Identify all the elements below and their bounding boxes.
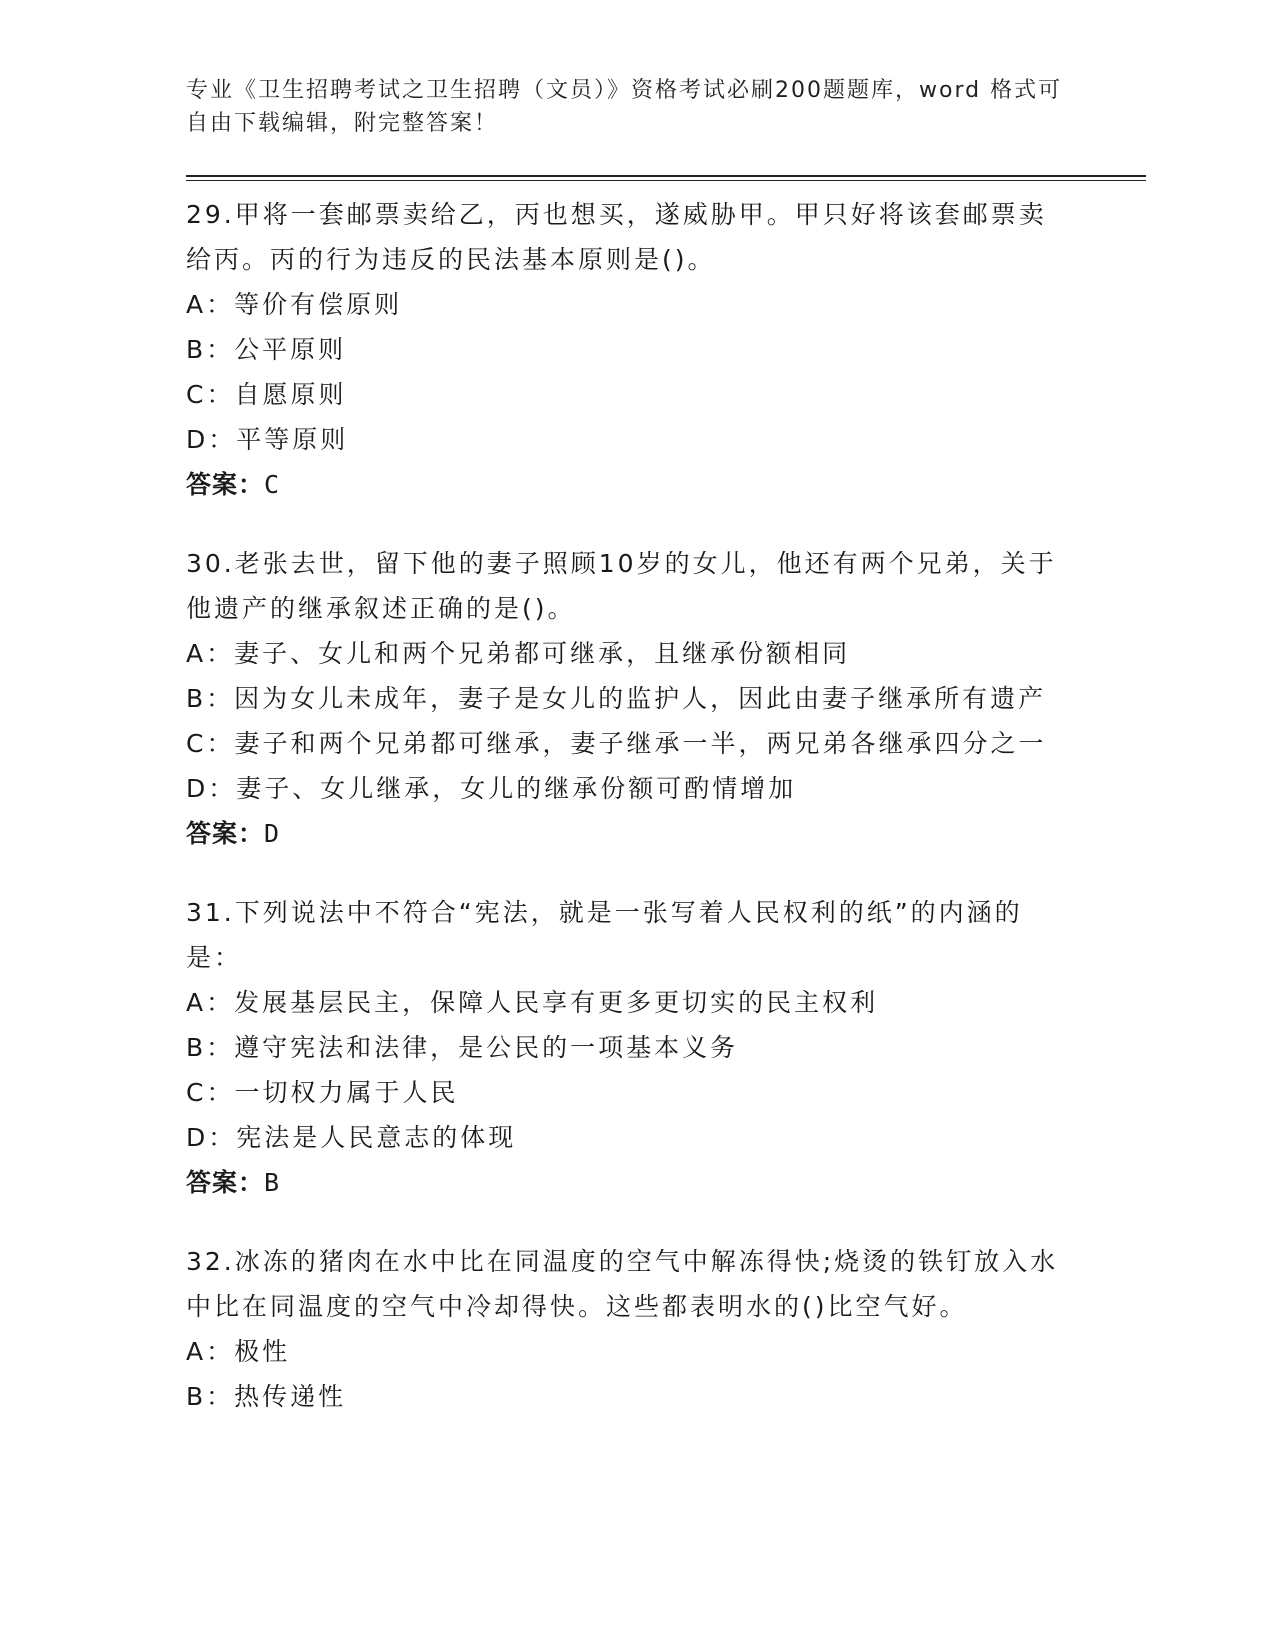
option-d: D：妻子、女儿继承，女儿的继承份额可酌情增加	[186, 774, 797, 803]
option-c: C：妻子和两个兄弟都可继承，妻子继承一半，两兄弟各继承四分之一	[186, 729, 1047, 758]
option-a: A：发展基层民主，保障人民享有更多更切实的民主权利	[186, 988, 879, 1017]
answer-label: 答案：	[186, 1168, 265, 1197]
question-31	[186, 890, 1146, 1206]
option-b: B：因为女儿未成年，妻子是女儿的监护人，因此由妻子继承所有遗产	[186, 684, 1047, 713]
answer-line	[186, 1160, 1146, 1206]
answer-line	[186, 811, 1146, 857]
header-divider-thick	[186, 175, 1146, 177]
option-a: A：等价有偿原则	[186, 290, 403, 319]
question-stem: 31.下列说法中不符合“宪法，就是一张写着人民权利的纸”的内涵的是：	[186, 898, 1023, 972]
option-c: C：一切权力属于人民	[186, 1078, 459, 1107]
question-29	[186, 192, 1146, 508]
question-stem: 30.老张去世，留下他的妻子照顾10岁的女儿，他还有两个兄弟，关于他遗产的继承叙述正确的是()。	[186, 549, 1057, 623]
option-b: B：公平原则	[186, 335, 347, 364]
option-d: D：平等原则	[186, 425, 349, 454]
option-a: A：极性	[186, 1337, 291, 1366]
answer-label: 答案：	[186, 470, 265, 499]
option-b: B：热传递性	[186, 1382, 347, 1411]
question-list	[186, 192, 1146, 1452]
answer-line	[186, 462, 1146, 508]
header-divider-thin	[186, 180, 1146, 181]
answer-value: C	[264, 470, 281, 499]
answer-label: 答案：	[186, 819, 265, 848]
answer-value: D	[264, 819, 281, 848]
option-b: B：遵守宪法和法律，是公民的一项基本义务	[186, 1033, 739, 1062]
question-30	[186, 541, 1146, 857]
option-c: C：自愿原则	[186, 380, 347, 409]
document-header: 专业《卫生招聘考试之卫生招聘（文员）》资格考试必刷200题题库，word 格式可自由下载编辑，附完整答案！	[186, 78, 1063, 136]
option-a: A：妻子、女儿和两个兄弟都可继承，且继承份额相同	[186, 639, 851, 668]
question-stem: 29.甲将一套邮票卖给乙，丙也想买，遂威胁甲。甲只好将该套邮票卖给丙。丙的行为违反的民法基本原则是()。	[186, 200, 1047, 274]
option-d: D：宪法是人民意志的体现	[186, 1123, 517, 1152]
question-32	[186, 1239, 1146, 1419]
answer-value: B	[264, 1168, 281, 1197]
question-stem: 32.冰冻的猪肉在水中比在同温度的空气中解冻得快;烧烫的铁钉放入水中比在同温度的空气中冷却得快。这些都表明水的()比空气好。	[186, 1247, 1059, 1321]
